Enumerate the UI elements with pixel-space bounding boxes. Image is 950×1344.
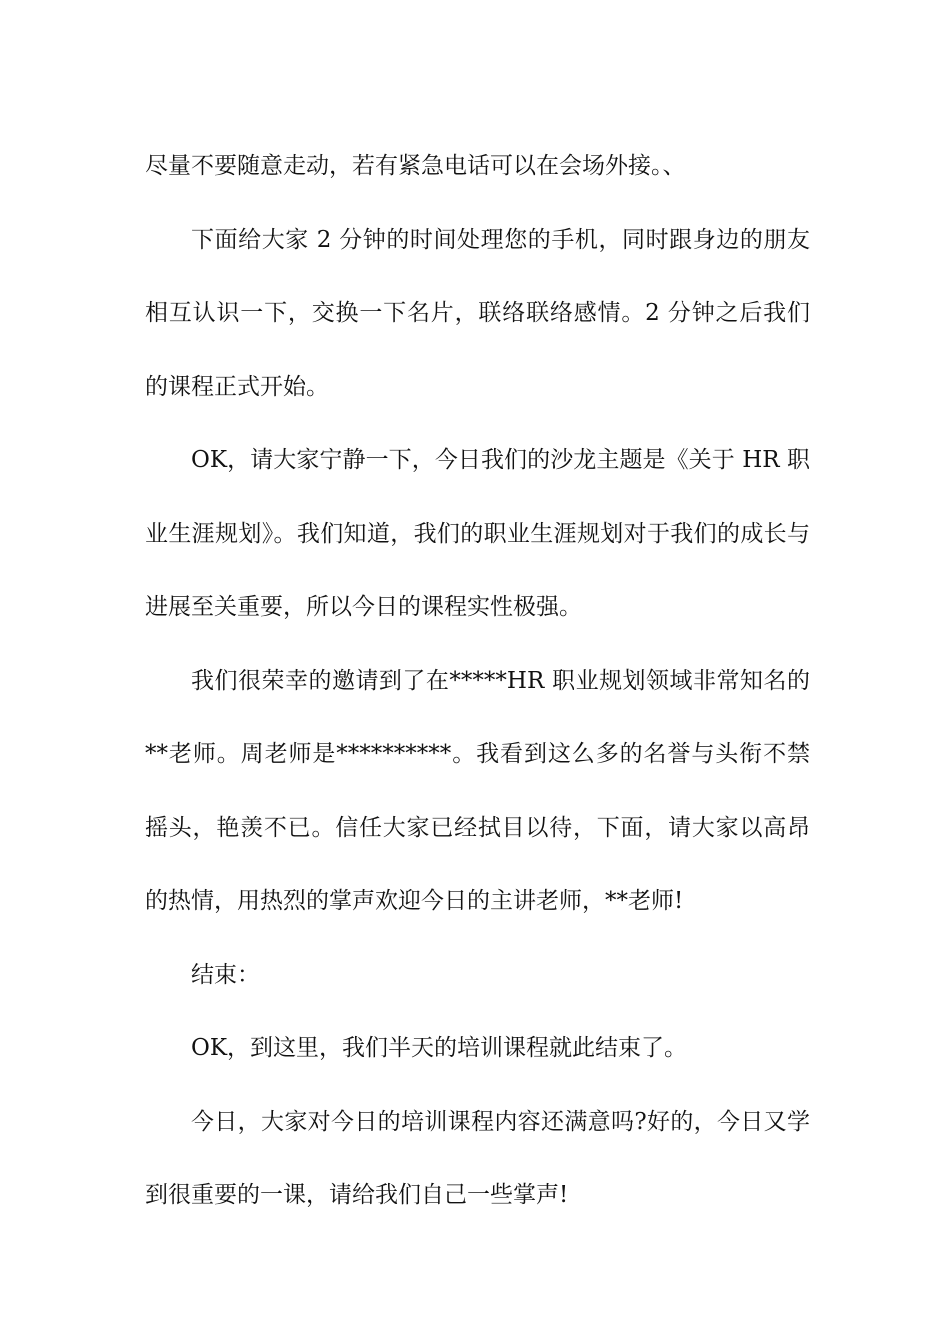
- document-body: [145, 130, 810, 1233]
- paragraph-continuation: 尽量不要随意走动，若有紧急电话可以在会场外接。、: [145, 153, 686, 179]
- paragraph-phone-break: 下面给大家 2 分钟的时间处理您的手机，同时跟身边的朋友相互认识一下，交换一下名片，联络联络感情。2 分钟之后我们的课程正式开始。: [145, 226, 810, 400]
- section-heading-closing: 结束：: [191, 961, 260, 988]
- paragraph-applause: 今日，大家对今日的培训课程内容还满意吗?好的，今日又学到很重要的一课，请给我们自己一些掌声!: [145, 1108, 810, 1208]
- paragraph-salon-topic: OK，请大家宁静一下，今日我们的沙龙主题是《关于 HR 职业生涯规划》。我们知道，我们的职业生涯规划对于我们的成长与进展至关重要，所以今日的课程实性极强。: [145, 447, 810, 620]
- paragraph-speaker-intro: 我们很荣幸的邀请到了在*****HR 职业规划领域非常知名的**老师。周老师是**********。我看到这么多的名誉与头衔不禁摇头，艳羡不已。信任大家已经拭目以待，下面，请大家以高昂的热情，用热烈的掌声欢迎今日的主讲老师，**老师!: [145, 667, 810, 914]
- paragraph-course-end: OK，到这里，我们半天的培训课程就此结束了。: [191, 1035, 688, 1061]
